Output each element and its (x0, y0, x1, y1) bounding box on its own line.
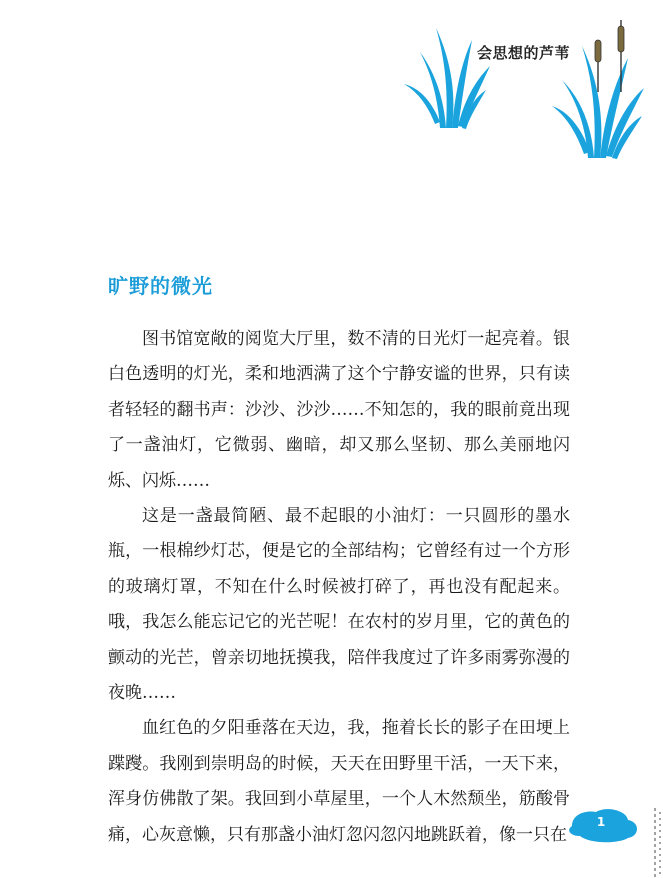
running-header-title: 会思想的芦苇 (477, 44, 571, 62)
paragraph: 图书馆宽敞的阅览大厅里，数不清的日光灯一起亮着。银白色透明的灯光，柔和地洒满了这个宁静安谧的世界，只有读者轻轻的翻书声：沙沙、沙沙……不知怎的，我的眼前竟出现了一盏油灯，它微弱、幽暗，却又那么坚韧、那么美丽地闪烁、闪烁…… (108, 329, 570, 491)
page-number: 1 (596, 815, 606, 829)
paragraph: 血红色的夕阳垂落在天边，我，拖着长长的影子在田埂上蹀躞。我刚到崇明岛的时候，天天在田野里干活，一天下来，浑身仿佛散了架。我回到小草屋里，一个人木然颓坐，筋酸骨痛，心灰意懒，只有那盏小油灯忽闪忽闪地跳跃着，像一只在 (108, 718, 570, 845)
paragraph: 这是一盏最简陋、最不起眼的小油灯：一只圆形的墨水瓶，一根棉纱灯芯，便是它的全部结构；它曾经有过一个方形的玻璃灯罩，不知在什么时候被打碎了，再也没有配起来。哦，我怎么能忘记它的光芒呢！在农村的岁月里，它的黄色的颤动的光芒，曾亲切地抚摸我，陪伴我度过了许多雨雾弥漫的夜晚…… (108, 506, 570, 704)
chapter-title: 旷野的微光 (108, 274, 213, 298)
